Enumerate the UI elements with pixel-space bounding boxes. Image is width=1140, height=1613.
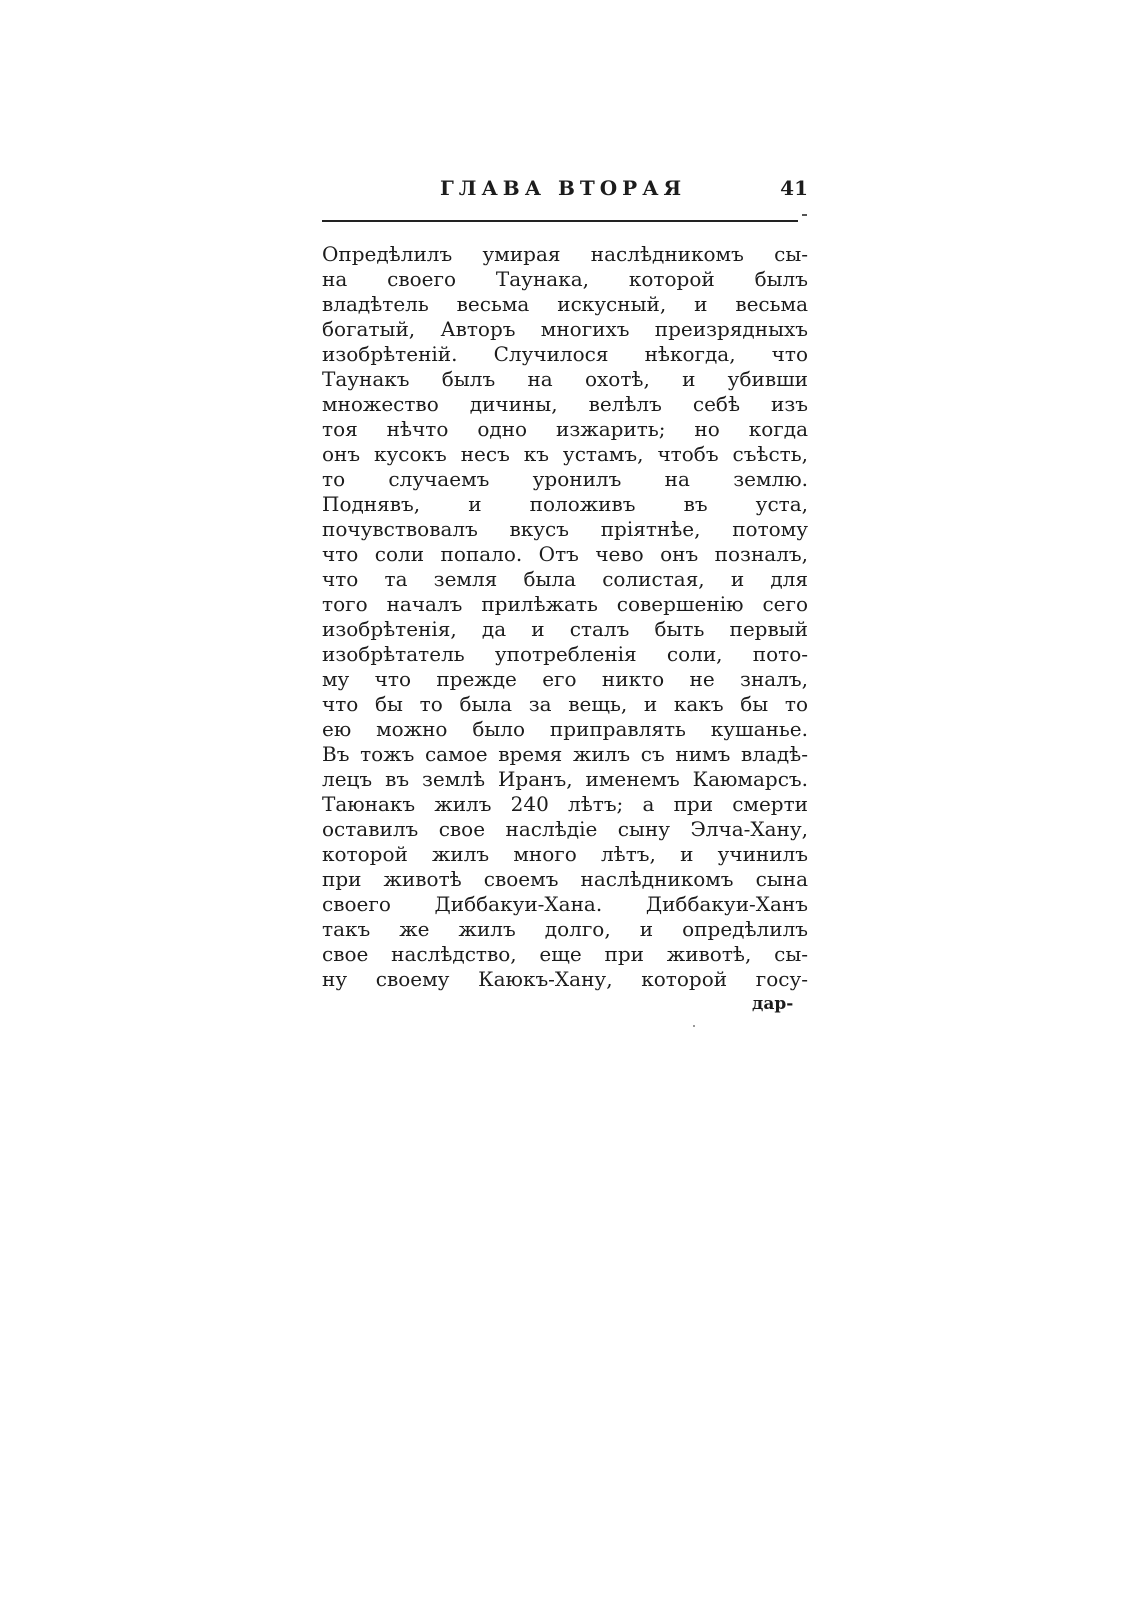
text-line: того началъ прилѣжать совершенію сего [322,592,808,616]
text-line: оставилъ свое наслѣдіе сыну Элча-Хану, [322,817,808,841]
body-text [322,242,808,992]
header-rule [322,220,798,222]
text-line: изобрѣтенія, да и сталъ быть первый [322,617,808,641]
text-line: изобрѣтатель употребленія соли, пото- [322,642,808,666]
text-line: владѣтель весьма искусный, и весьма [322,292,808,316]
text-line: на своего Таунака, которой былъ [322,267,808,291]
text-line: свое наслѣдство, еще при животѣ, сы- [322,942,808,966]
text-line: Поднявъ, и положивъ въ уста, [322,492,808,516]
text-line: которой жилъ много лѣтъ, и учинилъ [322,842,808,866]
text-line: лецъ въ землѣ Иранъ, именемъ Каюмарсъ. [322,767,808,791]
text-line: почувствовалъ вкусъ пріятнѣе, потому [322,517,808,541]
text-line: такъ же жилъ долго, и опредѣлилъ [322,917,808,941]
text-line: Таюнакъ жилъ 240 лѣтъ; а при смерти [322,792,808,816]
running-head-title: ГЛАВА ВТОРАЯ [440,176,687,200]
text-line: му что прежде его никто не зналъ, [322,667,808,691]
text-line: при животѣ своемъ наслѣдникомъ сына [322,867,808,891]
text-line: Таунакъ былъ на охотѣ, и убивши [322,367,808,391]
text-line: то случаемъ уронилъ на землю. [322,467,808,491]
text-line: своего Диббакуи-Хана. Диббакуи-Ханъ [322,892,808,916]
text-line: ну своему Каюкъ-Хану, которой госу- [322,967,808,991]
text-line: Опредѣлилъ умирая наслѣдникомъ сы- [322,242,808,266]
text-line: тоя нѣчто одно изжарить; но когда [322,417,808,441]
text-line: онъ кусокъ несъ къ устамъ, чтобъ съѣсть, [322,442,808,466]
text-line: богатый, Авторъ многихъ преизрядныхъ [322,317,808,341]
text-line: Въ тожъ самое время жилъ съ нимъ владѣ- [322,742,808,766]
header-rule-tick [802,214,807,216]
scan-speck [693,1025,695,1027]
text-line: что та земля была солистая, и для [322,567,808,591]
page-number: 41 [780,176,808,200]
running-head [322,176,808,206]
text-line: ею можно было приправлять кушанье. [322,717,808,741]
catchword: дар- [752,994,794,1014]
text-line: что бы то была за вещь, и какъ бы то [322,692,808,716]
text-line: изобрѣтеній. Случилося нѣкогда, что [322,342,808,366]
text-line: множество дичины, велѣлъ себѣ изъ [322,392,808,416]
text-line: что соли попало. Отъ чево онъ позналъ, [322,542,808,566]
